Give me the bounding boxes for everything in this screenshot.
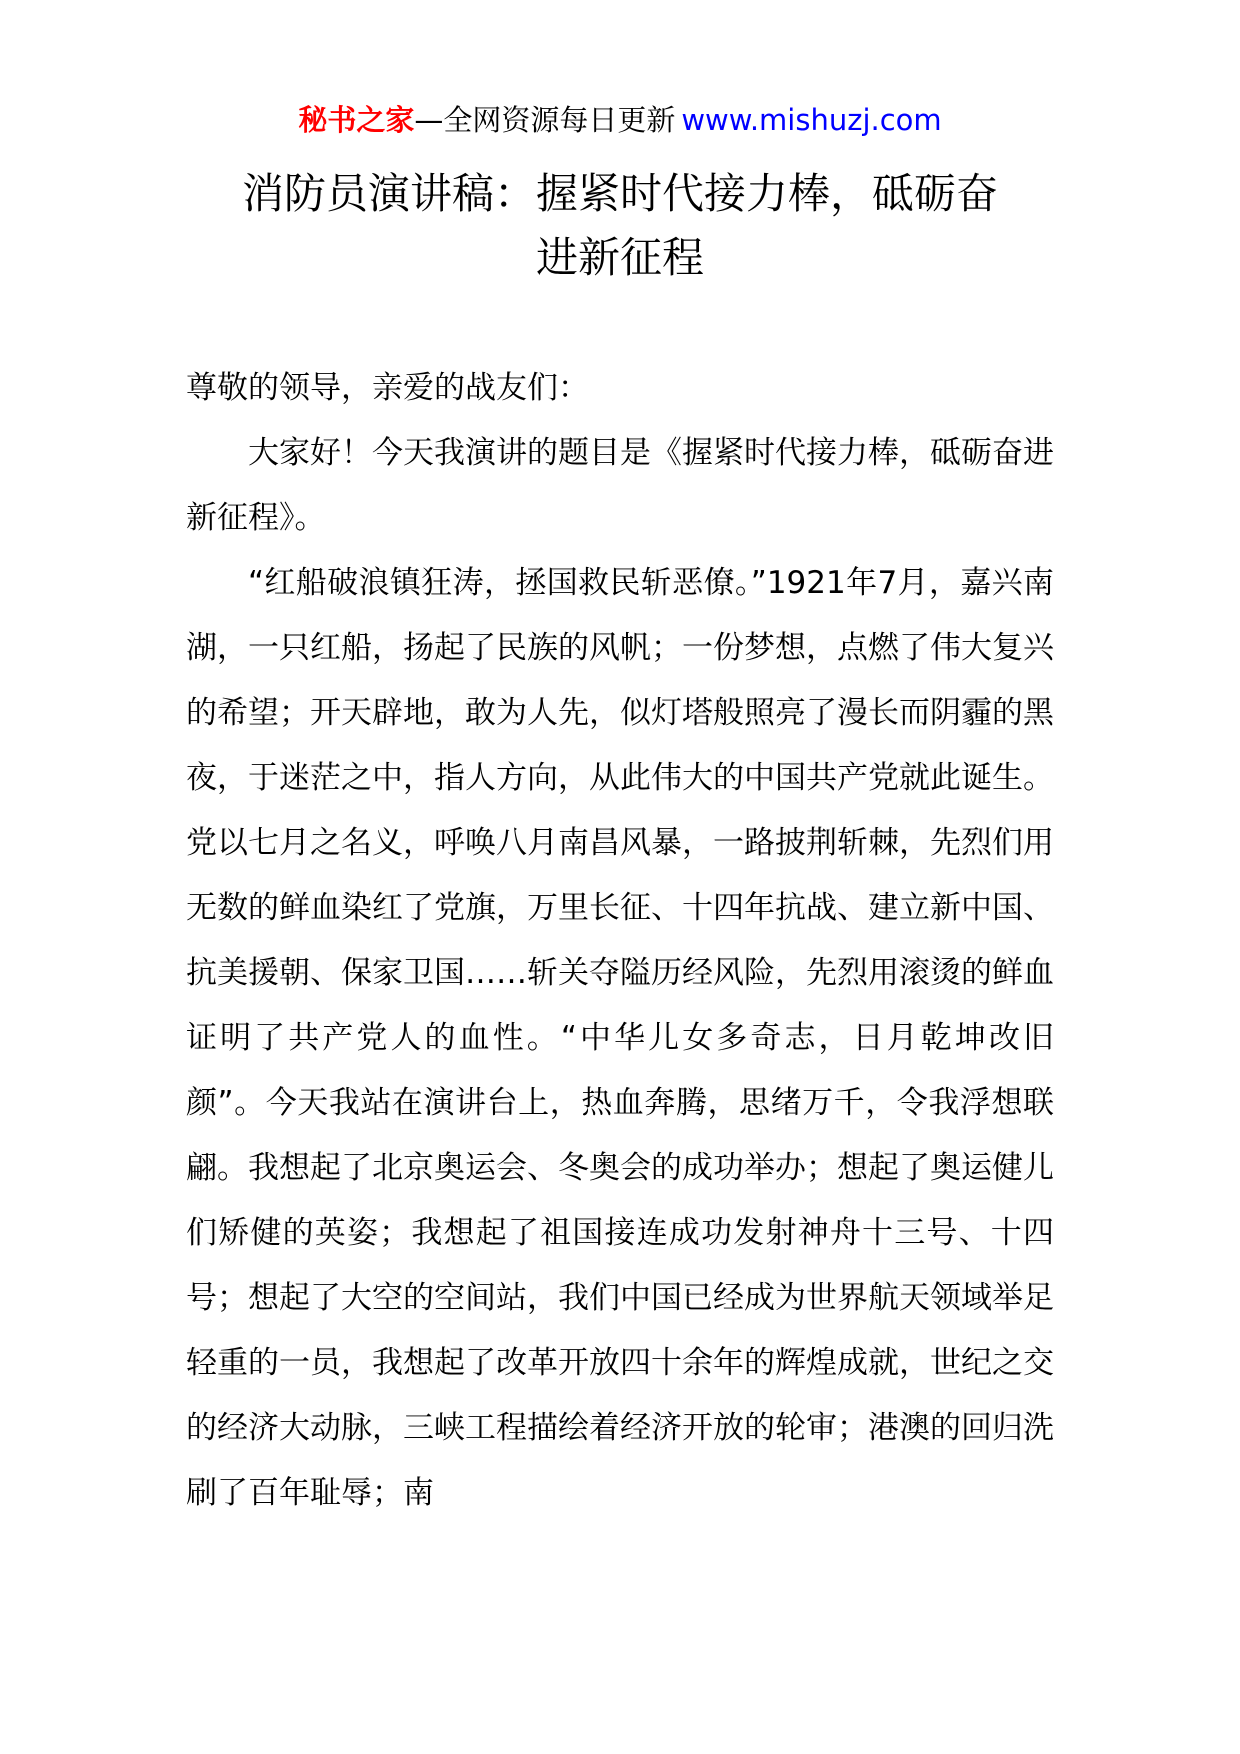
site-url-link[interactable]: www.mishuzj.com xyxy=(681,103,942,137)
document-body xyxy=(186,356,1054,1526)
header-tagline: —全网资源每日更新 xyxy=(414,103,676,137)
paragraph: 大家好！今天我演讲的题目是《握紧时代接力棒，砥砺奋进新征程》。 xyxy=(186,435,1054,536)
title-line-2: 进新征程 xyxy=(535,233,704,282)
brand-name: 秘书之家 xyxy=(298,103,415,137)
document-title xyxy=(180,162,1060,290)
paragraph: “红船破浪镇狂涛，拯国救民斩恶僚。”1921年7月，嘉兴南湖，一只红船，扬起了民族的风帆；一份梦想，点燃了伟大复兴的希望；开天辟地，敢为人先，似灯塔般照亮了漫长而阴霾的黑夜，于迷茫之中，指人方向，从此伟大的中国共产党就此诞生。党以七月之名义，呼唤八月南昌风暴，一路披荆斩棘，先烈们用无数的鲜血染红了党旗，万里长征、十四年抗战、建立新中国、抗美援朝、保家卫国……斩关夺隘历经风险，先烈用滚烫的鲜血证明了共产党人的血性。“中华儿女多奇志，日月乾坤改旧颜”。今天我站在演讲台上，热血奔腾，思绪万千，令我浮想联翩。我想起了北京奥运会、冬奥会的成功举办；想起了奥运健儿们矫健的英姿；我想起了祖国接连成功发射神舟十三号、十四号；想起了大空的空间站，我们中国已经成为世界航天领域举足轻重的一员，我想起了改革开放四十余年的辉煌成就，世纪之交的经济大动脉，三峡工程描绘着经济开放的轮审；港澳的回归洗刷了百年耻辱；南 xyxy=(186,565,1054,1511)
salutation: 尊敬的领导，亲爱的战友们： xyxy=(186,370,589,406)
site-header xyxy=(0,100,1240,140)
title-line-1: 消防员演讲稿：握紧时代接力棒，砥砺奋 xyxy=(241,169,998,218)
